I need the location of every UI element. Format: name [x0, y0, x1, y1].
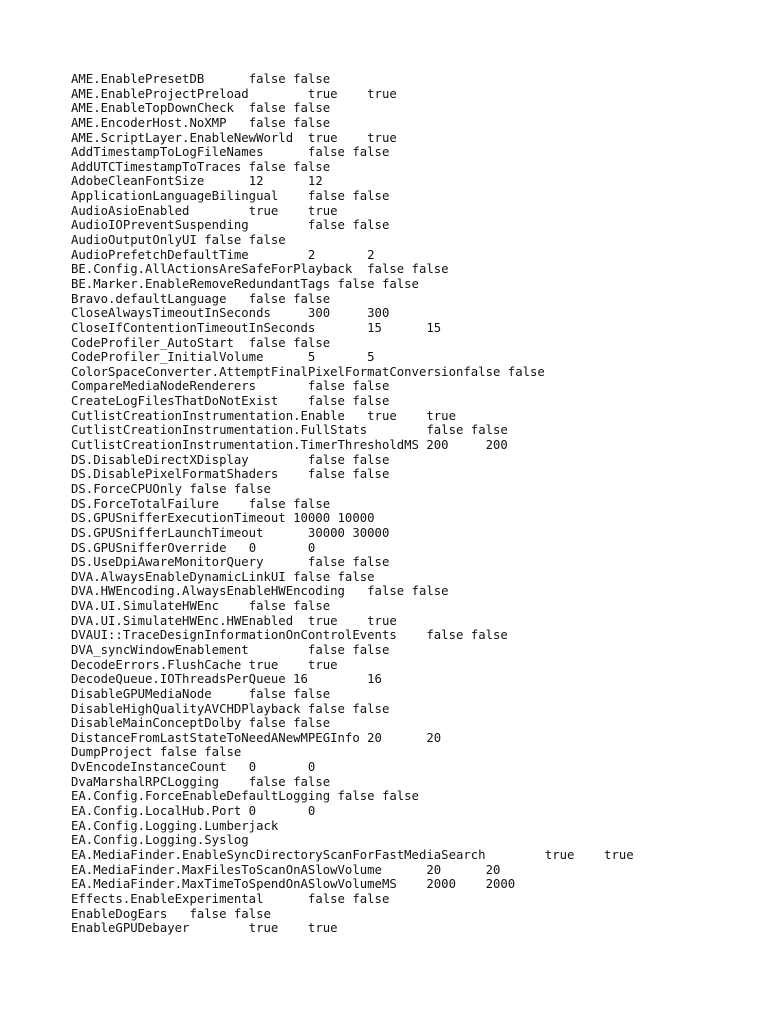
text-line: CodeProfiler_InitialVolume 5 5 [71, 350, 375, 365]
text-line: DS.DisablePixelFormatShaders false false [71, 467, 390, 482]
text-line: EnableGPUDebayer true true [71, 921, 338, 936]
text-line: DisableMainConceptDolby false false [71, 716, 331, 731]
text-line: EA.Config.ForceEnableDefaultLogging false false [71, 789, 419, 804]
text-line: AME.ScriptLayer.EnableNewWorld true true [71, 130, 397, 145]
text-line: DS.GPUSnifferOverride 0 0 [71, 540, 316, 555]
text-line: AME.EnableTopDownCheck false false [71, 101, 331, 116]
text-line: DVA_syncWindowEnablement false false [71, 642, 390, 657]
text-line: DumpProject false false [71, 745, 242, 760]
text-line: DVA.UI.SimulateHWEnc.HWEnabled true true [71, 613, 397, 628]
text-line: CutlistCreationInstrumentation.Enable true true [71, 408, 456, 423]
text-line: EA.Config.Logging.Syslog [71, 833, 249, 848]
text-line: EA.Config.LocalHub.Port 0 0 [71, 804, 316, 819]
text-line: DS.ForceTotalFailure false false [71, 496, 331, 511]
text-line: CutlistCreationInstrumentation.TimerThresholdMS 200 200 [71, 438, 508, 453]
text-line: CodeProfiler_AutoStart false false [71, 335, 331, 350]
text-line: Bravo.defaultLanguage false false [71, 291, 331, 306]
text-line: DS.DisableDirectXDisplay false false [71, 452, 390, 467]
text-line: DecodeQueue.IOThreadsPerQueue 16 16 [71, 672, 382, 687]
text-line: DVA.UI.SimulateHWEnc false false [71, 599, 331, 614]
text-line: AddTimestampToLogFileNames false false [71, 145, 390, 160]
text-line: DVA.HWEncoding.AlwaysEnableHWEncoding false false [71, 584, 449, 599]
text-line: ColorSpaceConverter.AttemptFinalPixelFormatConversionfalse false [71, 364, 545, 379]
text-line: CompareMediaNodeRenderers false false [71, 379, 390, 394]
text-line: DisableHighQualityAVCHDPlayback false false [71, 701, 390, 716]
text-line: DS.UseDpiAwareMonitorQuery false false [71, 555, 390, 570]
text-line: CloseAlwaysTimeoutInSeconds 300 300 [71, 306, 390, 321]
document-text [71, 72, 761, 936]
text-line: AudioPrefetchDefaultTime 2 2 [71, 247, 375, 262]
text-line: CreateLogFilesThatDoNotExist false false [71, 394, 390, 409]
text-line: CloseIfContentionTimeoutInSeconds 15 15 [71, 320, 442, 335]
text-line: AddUTCTimestampToTraces false false [71, 159, 331, 174]
text-line: DVAUI::TraceDesignInformationOnControlEvents false false [71, 628, 508, 643]
text-line: EA.MediaFinder.EnableSyncDirectoryScanForFastMediaSearch true true [71, 847, 634, 862]
text-line: CutlistCreationInstrumentation.FullStats false false [71, 423, 508, 438]
text-line: BE.Marker.EnableRemoveRedundantTags false false [71, 276, 419, 291]
text-line: AudioAsioEnabled true true [71, 203, 338, 218]
text-line: EA.MediaFinder.MaxTimeToSpendOnASlowVolumeMS 2000 2000 [71, 877, 516, 892]
text-line: AME.EnableProjectPreload true true [71, 86, 397, 101]
text-line: DisableGPUMediaNode false false [71, 686, 331, 701]
text-line: AudioOutputOnlyUI false false [71, 233, 286, 248]
text-line: AME.EnablePresetDB false false [71, 72, 331, 86]
text-line: DistanceFromLastStateToNeedANewMPEGInfo 20 20 [71, 730, 442, 745]
text-line: EA.MediaFinder.MaxFilesToScanOnASlowVolume 20 20 [71, 862, 501, 877]
text-line: DvEncodeInstanceCount 0 0 [71, 760, 316, 775]
text-line: EnableDogEars false false [71, 906, 271, 921]
text-line: Effects.EnableExperimental false false [71, 891, 390, 906]
text-line: AdobeCleanFontSize 12 12 [71, 174, 323, 189]
text-line: EA.Config.Logging.Lumberjack [71, 818, 279, 833]
text-line: BE.Config.AllActionsAreSafeForPlayback false false [71, 262, 449, 277]
text-line: DS.GPUSnifferLaunchTimeout 30000 30000 [71, 525, 390, 540]
text-line: DS.GPUSnifferExecutionTimeout 10000 10000 [71, 511, 375, 526]
text-line: ApplicationLanguageBilingual false false [71, 189, 390, 204]
text-line: DVA.AlwaysEnableDynamicLinkUI false false [71, 569, 375, 584]
text-line: DecodeErrors.FlushCache true true [71, 657, 338, 672]
text-line: DS.ForceCPUOnly false false [71, 481, 271, 496]
text-line: AME.EncoderHost.NoXMP false false [71, 115, 331, 130]
text-line: DvaMarshalRPCLogging false false [71, 774, 331, 789]
text-line: AudioIOPreventSuspending false false [71, 218, 390, 233]
